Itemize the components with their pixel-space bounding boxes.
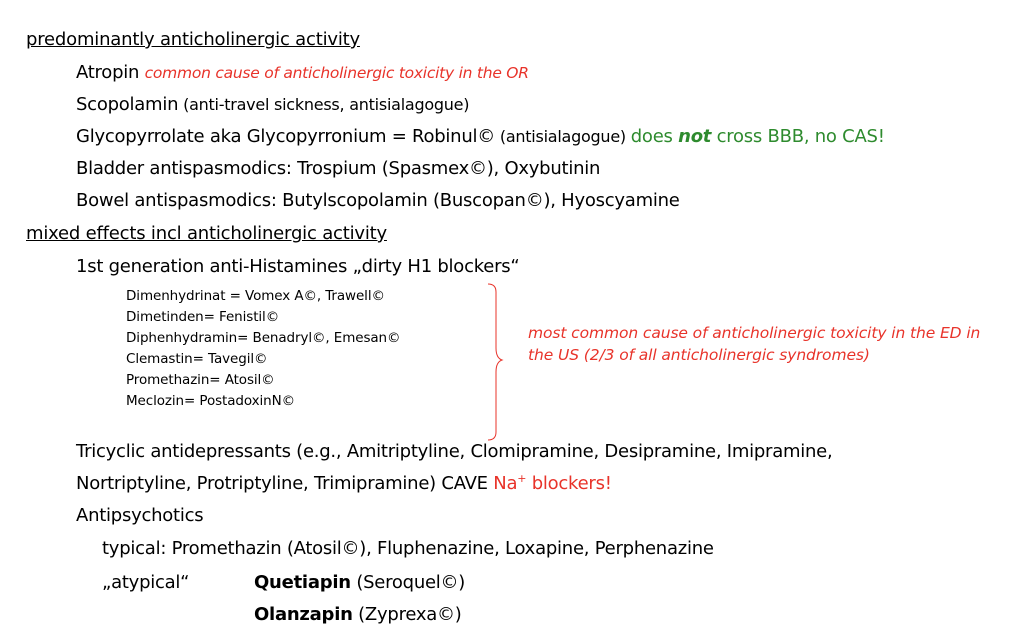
antihistamines-title: 1st generation anti-Histamines „dirty H1 blockers“ <box>76 256 520 277</box>
antipsychotics-typical: typical: Promethazin (Atosil©), Fluphenazine, Loxapine, Perphenazine <box>102 538 714 559</box>
curly-brace-icon <box>486 282 506 442</box>
drug-brand: (Zyprexa©) <box>352 604 462 625</box>
item-bladder-antispasmodics: Bladder antispasmodics: Trospium (Spasmex©), Oxybutinin <box>76 158 601 179</box>
antihistamine-drug: Dimetinden= Fenistil© <box>126 309 280 325</box>
antipsychotics-title: Antipsychotics <box>76 505 204 526</box>
tricyclics-line2 <box>76 473 612 494</box>
drug-name: Olanzapin <box>254 604 353 625</box>
drug-brand: (Seroquel©) <box>350 572 466 593</box>
item-atropin <box>76 62 529 83</box>
antihistamine-drug: Dimenhydrinat = Vomex A©, Trawell© <box>126 288 385 304</box>
item-bowel-antispasmodics: Bowel antispasmodics: Butylscopolamin (Buscopan©), Hyoscyamine <box>76 190 680 211</box>
drug-detail: (antisialagogue) <box>495 127 631 146</box>
na-warning-suffix: blockers! <box>526 473 612 494</box>
bbb-note-part1: does <box>630 126 679 147</box>
drug-detail: (anti-travel sickness, antisialagogue) <box>178 95 470 114</box>
drug-name: Quetiapin <box>254 572 351 593</box>
item-scopolamin <box>76 94 469 115</box>
drug-name: Atropin <box>76 62 140 83</box>
drug-name: Scopolamin <box>76 94 179 115</box>
tricyclics-examples: (e.g., Amitriptyline, Clomipramine, Desipramine, Imipramine, <box>290 441 833 462</box>
item-glycopyrrolate <box>76 126 885 147</box>
antihistamine-drug: Clemastin= Tavegil© <box>126 351 268 367</box>
section-header-predominant: predominantly anticholinergic activity <box>26 29 360 50</box>
atypical-olanzapin <box>254 604 462 625</box>
section-header-mixed: mixed effects incl anticholinergic activity <box>26 223 387 244</box>
na-warning-prefix: Na <box>493 473 518 494</box>
antihistamine-drug: Promethazin= Atosil© <box>126 372 275 388</box>
bbb-note-part2: cross BBB, no CAS! <box>711 126 885 147</box>
antipsychotics-atypical-label: „atypical“ <box>102 572 190 593</box>
na-warning-sup: + <box>517 472 527 485</box>
bbb-note-emphasis: not <box>678 126 712 147</box>
tricyclics-examples-cont: Nortriptyline, Protriptyline, Trimipramine) CAVE <box>76 473 494 494</box>
antihistamine-drug: Meclozin= PostadoxinN© <box>126 393 296 409</box>
drug-name: Glycopyrrolate aka Glycopyrronium = Robinul© <box>76 126 495 147</box>
antihistamine-drug: Diphenhydramin= Benadryl©, Emesan© <box>126 330 401 346</box>
tricyclics-line1 <box>76 441 832 462</box>
atypical-quetiapin <box>254 572 465 593</box>
antihistamine-note: most common cause of anticholinergic toxicity in the ED in the US (2/3 of all anticholinergic syndromes) <box>528 324 981 364</box>
drug-note: common cause of anticholinergic toxicity in the OR <box>144 64 529 82</box>
tricyclics-name: Tricyclic antidepressants <box>76 441 291 462</box>
